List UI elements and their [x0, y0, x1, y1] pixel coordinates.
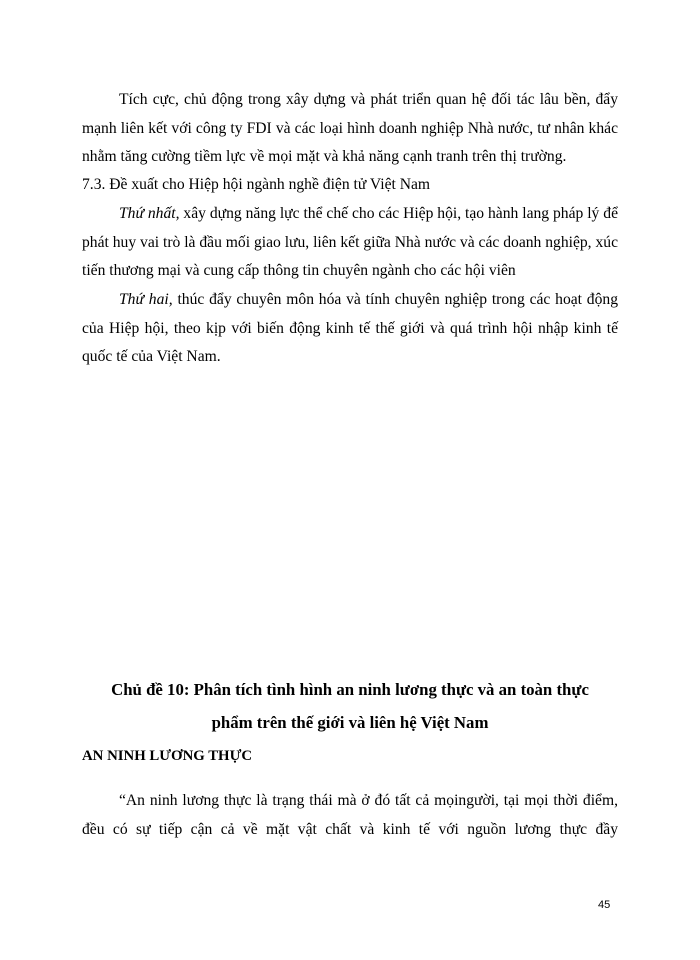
paragraph-second-proposal-lead: Thứ hai,: [119, 291, 173, 308]
paragraph-first-proposal-text: xây dựng năng lực thể chế cho các Hiệp hội, tạo hành lang pháp lý để phát huy vai trò là đầu mối giao lưu, liên kết giữa Nhà nước và các doanh nghiệp, xúc tiến thương mại và cung cấp thông tin chuyên ngành cho các hội viên: [82, 205, 618, 279]
paragraph-first-proposal: [82, 200, 618, 286]
chapter-title-line-2: phẩm trên thế giới và liên hệ Việt Nam: [211, 713, 489, 732]
subsection-heading-text: 7.3. Đề xuất cho Hiệp hội ngành nghề điện tử Việt Nam: [82, 176, 431, 193]
paragraph-first-proposal-lead: Thứ nhất,: [119, 205, 180, 222]
paragraph-second-proposal-text: thúc đẩy chuyên môn hóa và tính chuyên nghiệp trong các hoạt động của Hiệp hội, theo kịp với biến động kinh tế thế giới và quá trình hội nhập kinh tế quốc tế của Việt Nam.: [82, 291, 618, 365]
paragraph-second-proposal: [82, 286, 618, 372]
paragraph-food-security-text: “An ninh lương thực là trạng thái mà ở đó tất cả mọingười, tại mọi thời điểm, đều có sự tiếp cận cả về mặt vật chất và kinh tế với nguồn lương thực đầy: [82, 792, 618, 838]
chapter-title-line-1: Chủ đề 10: Phân tích tình hình an ninh lương thực và an toàn thực: [111, 680, 589, 699]
subsection-heading: [82, 171, 618, 200]
page-number: 45: [598, 899, 611, 911]
paragraph-partnership-text: Tích cực, chủ động trong xây dựng và phát triển quan hệ đối tác lâu bền, đẩy mạnh liên kết với công ty FDI và các loại hình doanh nghiệp Nhà nước, tư nhân khác nhằm tăng cường tiềm lực về mọi mặt và khả năng cạnh tranh trên thị trường.: [82, 91, 618, 165]
paragraph-partnership: [82, 86, 618, 172]
section-title: AN NINH LƯƠNG THỰC: [82, 748, 253, 764]
paragraph-food-security: [82, 787, 618, 844]
